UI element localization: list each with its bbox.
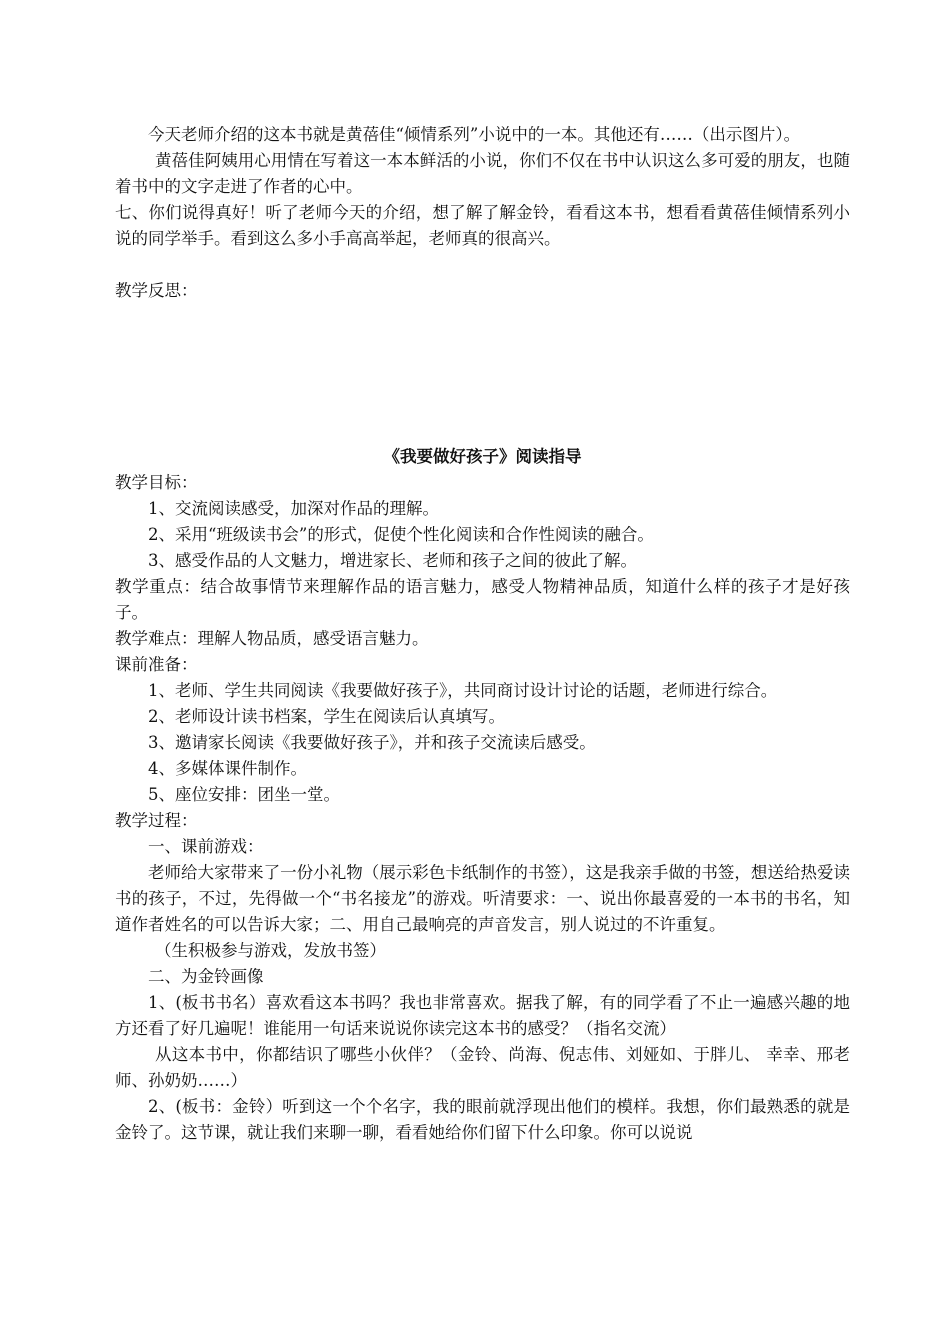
step-body: 老师给大家带来了一份小礼物（展示彩色卡纸制作的书签），这是我亲手做的书签，想送给热爱读书的孩子，不过，先得做一个“书名接龙”的游戏。听清要求：一、说出你最喜爱的一本书的书名，知道作者姓名的可以告诉大家；二、用自己最响亮的声音发言，别人说过的不许重复。 — [115, 863, 850, 934]
goal-item: 3、感受作品的人文魅力，增进家长、老师和孩子之间的彼此了解。 — [148, 551, 637, 570]
step-body: 1、(板书书名）喜欢看这本书吗？我也非常喜欢。据我了解，有的同学看了不止一遍感兴趣的地方还看了好几遍呢！谁能用一句话来说说你读完这本书的感受？（指名交流） — [115, 993, 850, 1038]
prep-item: 1、老师、学生共同阅读《我要做好孩子》，共同商讨设计讨论的话题，老师进行综合。 — [148, 681, 778, 700]
key-points: 教学重点：结合故事情节来理解作品的语言魅力，感受人物精神品质，知道什么样的孩子才是好孩子。 — [115, 577, 850, 622]
prep-item: 4、多媒体课件制作。 — [148, 759, 307, 778]
step-title: 二、为金铃画像 — [148, 967, 264, 986]
reflection-label: 教学反思： — [115, 281, 198, 300]
paragraph-conclusion: 七、你们说得真好！听了老师今天的介绍，想了解了解金铃，看看这本书，想看看黄蓓佳倾情系列小说的同学举手。看到这么多小手高高举起，老师真的很高兴。 — [115, 203, 850, 248]
step-body: 从这本书中，你都结识了哪些小伙伴？（金铃、尚海、倪志伟、刘娅如、于胖儿、 幸幸、邢老师、孙奶奶……） — [115, 1045, 850, 1090]
prep-item: 5、座位安排：团坐一堂。 — [148, 785, 340, 804]
goals-label: 教学目标： — [115, 473, 198, 492]
process-label: 教学过程： — [115, 811, 198, 830]
paragraph-intro: 今天老师介绍的这本书就是黄蓓佳“倾情系列”小说中的一本。其他还有……（出示图片）。 — [148, 125, 801, 144]
prep-label: 课前准备： — [115, 655, 198, 674]
step-body: 2、(板书：金铃）听到这一个个名字，我的眼前就浮现出他们的模样。我想，你们最熟悉的就是金铃了。这节课，就让我们来聊一聊，看看她给你们留下什么印象。你可以说说 — [115, 1097, 850, 1142]
goal-item: 2、采用“班级读书会”的形式，促使个性化阅读和合作性阅读的融合。 — [148, 525, 654, 544]
document-page — [115, 122, 850, 1146]
goal-item: 1、交流阅读感受，加深对作品的理解。 — [148, 499, 439, 518]
prep-item: 2、老师设计读书档案，学生在阅读后认真填写。 — [148, 707, 505, 726]
spacer — [115, 304, 850, 444]
step-title: 一、课前游戏： — [148, 837, 264, 856]
lesson-title: 《我要做好孩子》阅读指导 — [383, 447, 582, 466]
difficulty: 教学难点：理解人物品质，感受语言魅力。 — [115, 629, 429, 648]
spacer — [115, 252, 850, 278]
paragraph-author: 黄蓓佳阿姨用心用情在写着这一本本鲜活的小说，你们不仅在书中认识这么多可爱的朋友，也随着书中的文字走进了作者的心中。 — [115, 151, 850, 196]
prep-item: 3、邀请家长阅读《我要做好孩子》，并和孩子交流读后感受。 — [148, 733, 596, 752]
step-note: （生积极参与游戏，发放书签） — [155, 941, 386, 960]
